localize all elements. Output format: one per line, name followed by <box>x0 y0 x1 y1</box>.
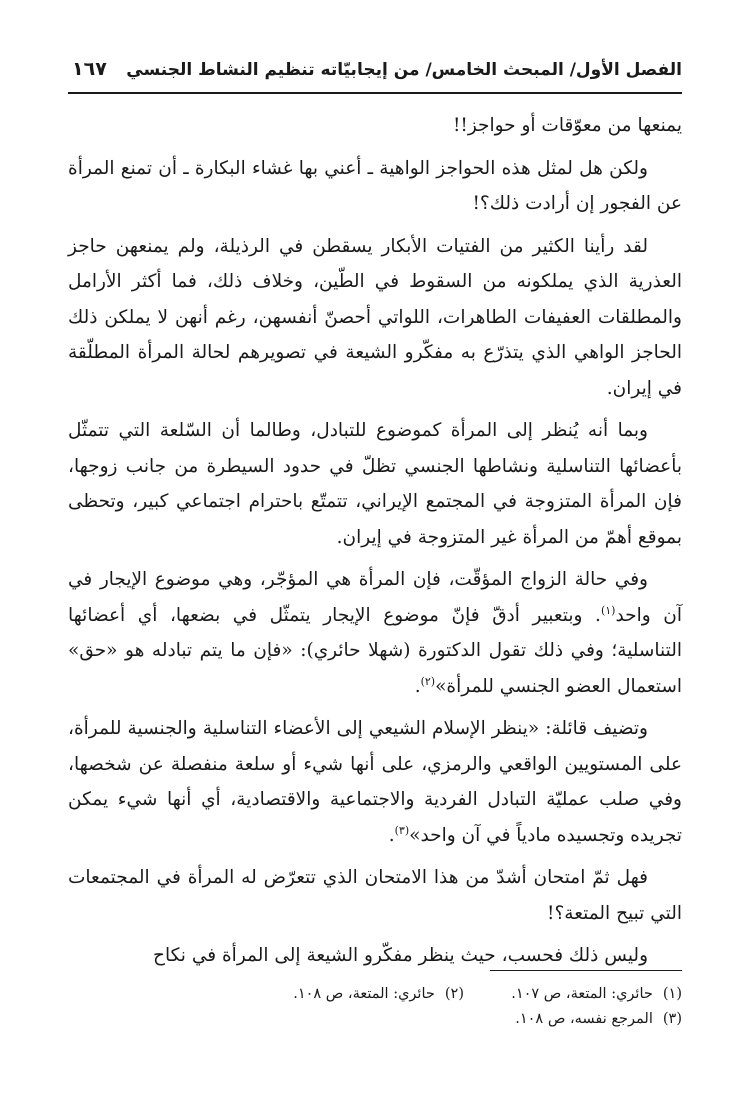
footnote-divider <box>490 970 682 971</box>
paragraph: يمنعها من معوّقات أو حواجز!! <box>452 115 682 136</box>
paragraph <box>68 711 682 853</box>
paragraph: فهل ثمّ امتحان أشدّ من هذا الامتحان الذي تتعرّض له المرأة في المجتمعات التي تبيح المتعة؟! <box>68 867 682 924</box>
page-header <box>68 58 682 94</box>
paragraph-text: . وبتعبير أدقّ فإنّ موضوع الإيجار يتمثّل في بضعها، أي أعضائها التناسلية؛ وفي ذلك تقول الدكتورة (شهلا حائري): «فإن ما يتم تبادله هو «حق» استعمال العضو الجنسي للمرأة» <box>68 604 682 697</box>
footnote-row <box>68 982 682 1007</box>
running-head: الفصل الأول/ المبحث الخامس/ من إيجابيّاته تنظيم النشاط الجنسي <box>126 60 682 80</box>
footnote <box>293 982 464 1007</box>
footnote-ref: (١) <box>600 603 616 617</box>
footnote <box>464 982 682 1007</box>
footnote <box>515 1007 682 1032</box>
paragraph: وبما أنه يُنظر إلى المرأة كموضوع للتبادل، وطالما أن السّلعة التي تتمثّل بأعضائها التناسلية ونشاطها الجنسي تظلّ في حدود السيطرة من جانب زوجها، فإن المرأة المتزوجة في المجتمع الإيراني، تتمتّع باحترام اجتماعي كبير، وتحظى بموقع أهمّ من المرأة غير المتزوجة في إيران. <box>68 420 682 548</box>
paragraph: وليس ذلك فحسب، حيث ينظر مفكّرو الشيعة إلى المرأة في نكاح <box>153 945 648 966</box>
page-number: ١٦٧ <box>72 58 107 80</box>
footnote-text: حائري: المتعة، ص ١٠٨. <box>293 986 435 1002</box>
footnote-number: (١) <box>662 986 682 1002</box>
footnote-ref: (٢) <box>420 674 436 688</box>
paragraph-text: وتضيف قائلة: «ينظر الإسلام الشيعي إلى الأعضاء التناسلية والجنسية للمرأة، على المستويين الواقعي والرمزي، على أنها شيء أو سلعة منفصلة عن شخصها، وفي صلب عمليّة التبادل الفردية والاجتماعية والاقتصادية، أي أنها شيء يمكن تجريده وتجسيده مادياً في آن واحد» <box>68 718 682 846</box>
footnote-row <box>68 1007 682 1032</box>
footnote-text: المرجع نفسه، ص ١٠٨. <box>515 1011 653 1027</box>
footnotes <box>68 982 682 1032</box>
footnote-number: (٢) <box>444 986 464 1002</box>
footnote-number: (٣) <box>662 1011 682 1027</box>
paragraph-text: . <box>388 824 395 846</box>
paragraph: ولكن هل لمثل هذه الحواجز الواهية ـ أعني بها غشاء البكارة ـ أن تمنع المرأة عن الفجور إن أرادت ذلك؟! <box>68 157 682 214</box>
body-text <box>68 108 682 981</box>
paragraph <box>68 562 682 704</box>
paragraph-text: . <box>414 675 421 697</box>
paragraph-text: وفي حالة الزواج المؤقّت، فإن المرأة هي المؤجّر، وهي موضوع الإيجار في آن واحد <box>68 569 683 626</box>
footnote-ref: (٣) <box>394 823 410 837</box>
footnote-text: حائري: المتعة، ص ١٠٧. <box>511 986 653 1002</box>
paragraph: لقد رأينا الكثير من الفتيات الأبكار يسقطن في الرذيلة، ولم يمنعهن حاجز العذرية الذي يملكونه من السقوط في الطّين، وخلاف ذلك، فما أكثر الأرامل والمطلقات العفيفات الطاهرات، اللواتي أحصنّ أنفسهن، رغم أنهن لا يملكن ذلك الحاجز الواهي الذي يتذرّع به مفكّرو الشيعة في تصويرهم لحالة المرأة المطلّقة في إيران. <box>68 235 682 399</box>
